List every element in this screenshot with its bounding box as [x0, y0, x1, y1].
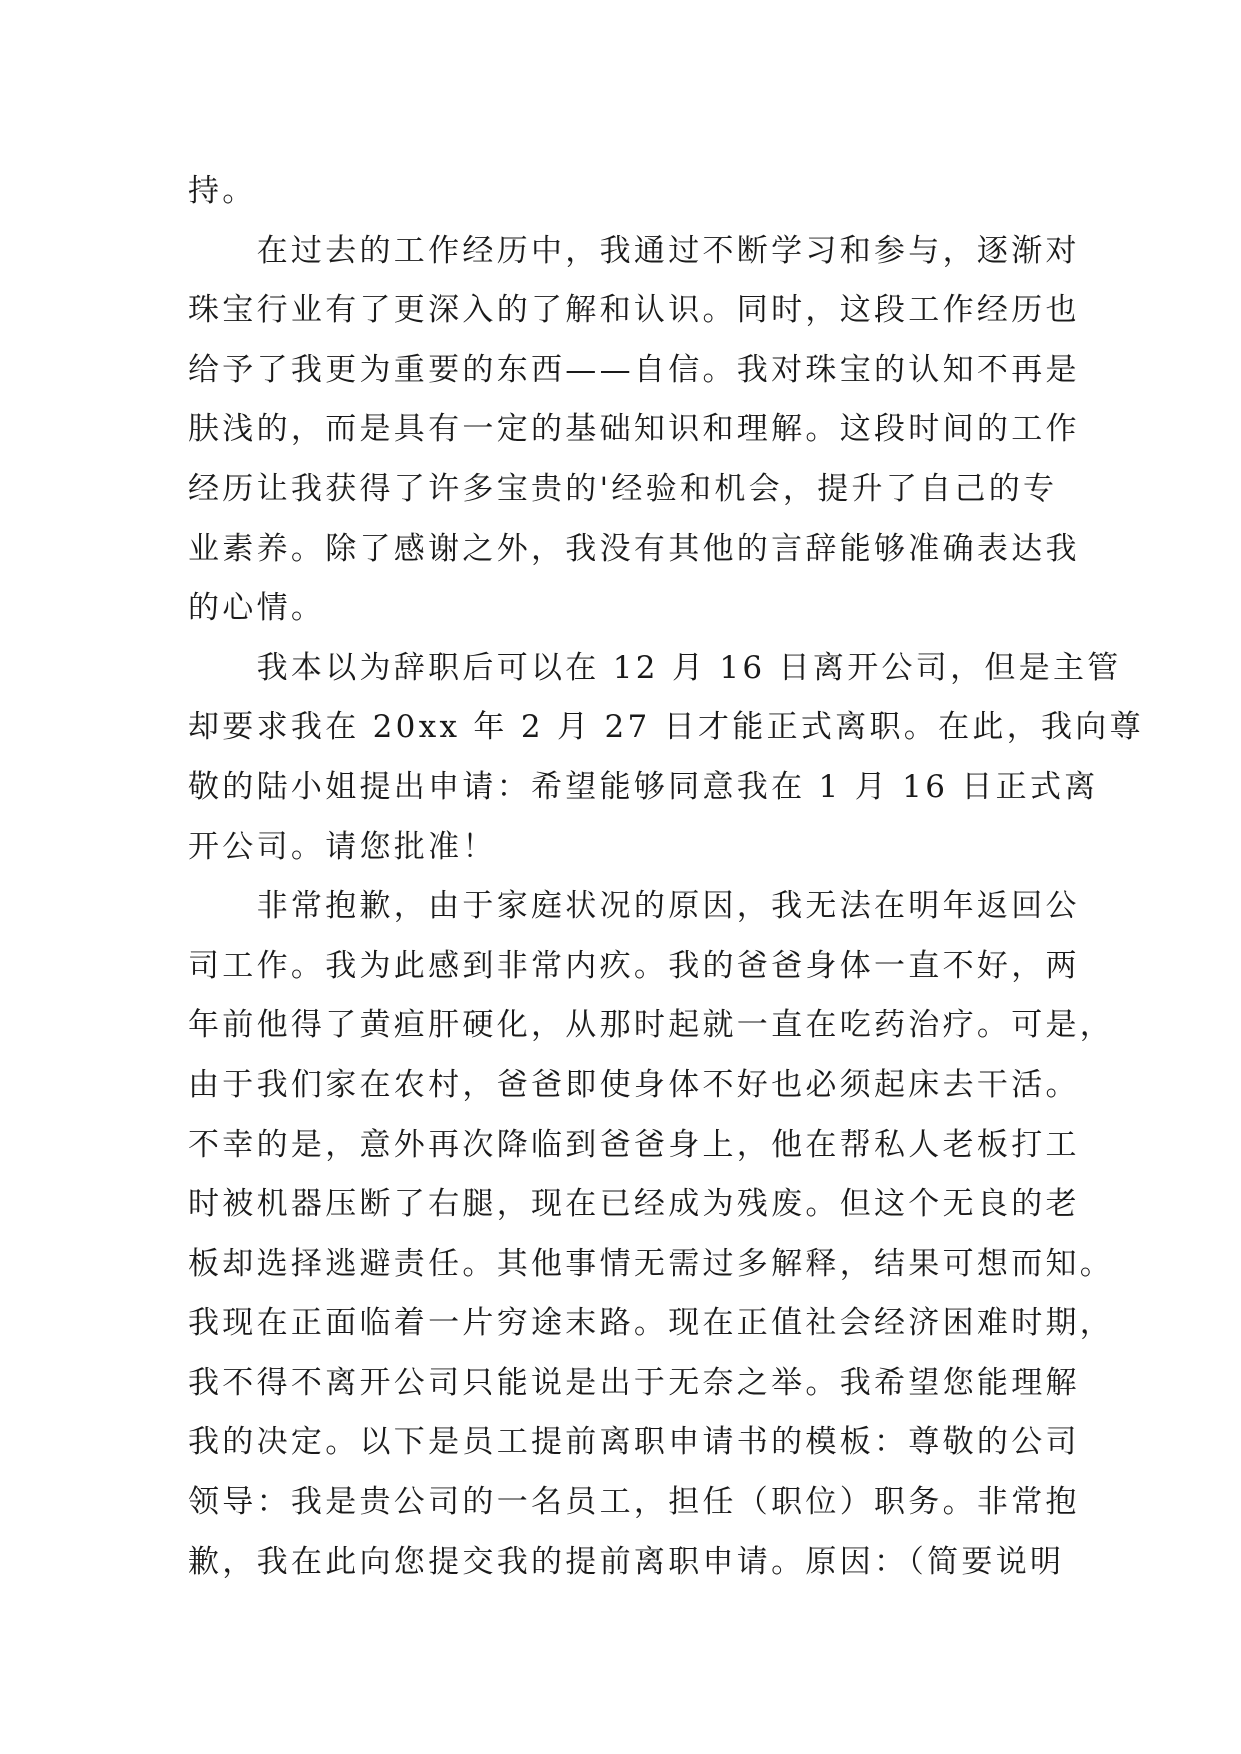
text-line: 司工作。我为此感到非常内疚。我的爸爸身体一直不好，两	[188, 947, 1080, 984]
text-line: 我本以为辞职后可以在 12 月 16 日离开公司，但是主管	[188, 649, 1122, 686]
text-line: 给予了我更为重要的东西——自信。我对珠宝的认知不再是	[188, 351, 1080, 388]
text-line: 肤浅的，而是具有一定的基础知识和理解。这段时间的工作	[188, 411, 1080, 448]
text-line: 领导：我是贵公司的一名员工，担任（职位）职务。非常抱	[188, 1484, 1080, 1521]
text-line: 我的决定。以下是员工提前离职申请书的模板：尊敬的公司	[188, 1424, 1080, 1461]
text-line: 持。	[188, 173, 257, 209]
text-line: 开公司。请您批准！	[188, 828, 497, 865]
text-line: 非常抱歉，由于家庭状况的原因，我无法在明年返回公	[188, 888, 1080, 925]
text-line: 由于我们家在农村，爸爸即使身体不好也必须起床去干活。	[188, 1066, 1080, 1103]
text-line: 时被机器压断了右腿，现在已经成为残废。但这个无良的老	[188, 1186, 1080, 1223]
text-line: 不幸的是，意外再次降临到爸爸身上，他在帮私人老板打工	[188, 1126, 1080, 1163]
text-line: 我不得不离开公司只能说是出于无奈之举。我希望您能理解	[188, 1364, 1080, 1401]
text-line: 却要求我在 20xx 年 2 月 27 日才能正式离职。在此，我向尊	[188, 709, 1144, 746]
text-line: 的心情。	[188, 590, 326, 627]
text-line: 板却选择逃避责任。其他事情无需过多解释，结果可想而知。	[188, 1245, 1115, 1282]
text-line: 珠宝行业有了更深入的了解和认识。同时，这段工作经历也	[188, 292, 1080, 329]
text-line: 年前他得了黄疸肝硬化，从那时起就一直在吃药治疗。可是，	[188, 1007, 1115, 1044]
text-line: 在过去的工作经历中，我通过不断学习和参与，逐渐对	[188, 232, 1080, 269]
body-text	[188, 162, 1144, 1592]
text-line: 敬的陆小姐提出申请：希望能够同意我在 1 月 16 日正式离	[188, 768, 1099, 805]
text-line: 我现在正面临着一片穷途末路。现在正值社会经济困难时期，	[188, 1305, 1115, 1342]
text-line: 经历让我获得了许多宝贵的'经验和机会，提升了自己的专	[188, 470, 1058, 507]
text-line: 业素养。除了感谢之外，我没有其他的言辞能够准确表达我	[188, 530, 1080, 567]
text-line: 歉，我在此向您提交我的提前离职申请。原因：（简要说明	[188, 1543, 1065, 1580]
